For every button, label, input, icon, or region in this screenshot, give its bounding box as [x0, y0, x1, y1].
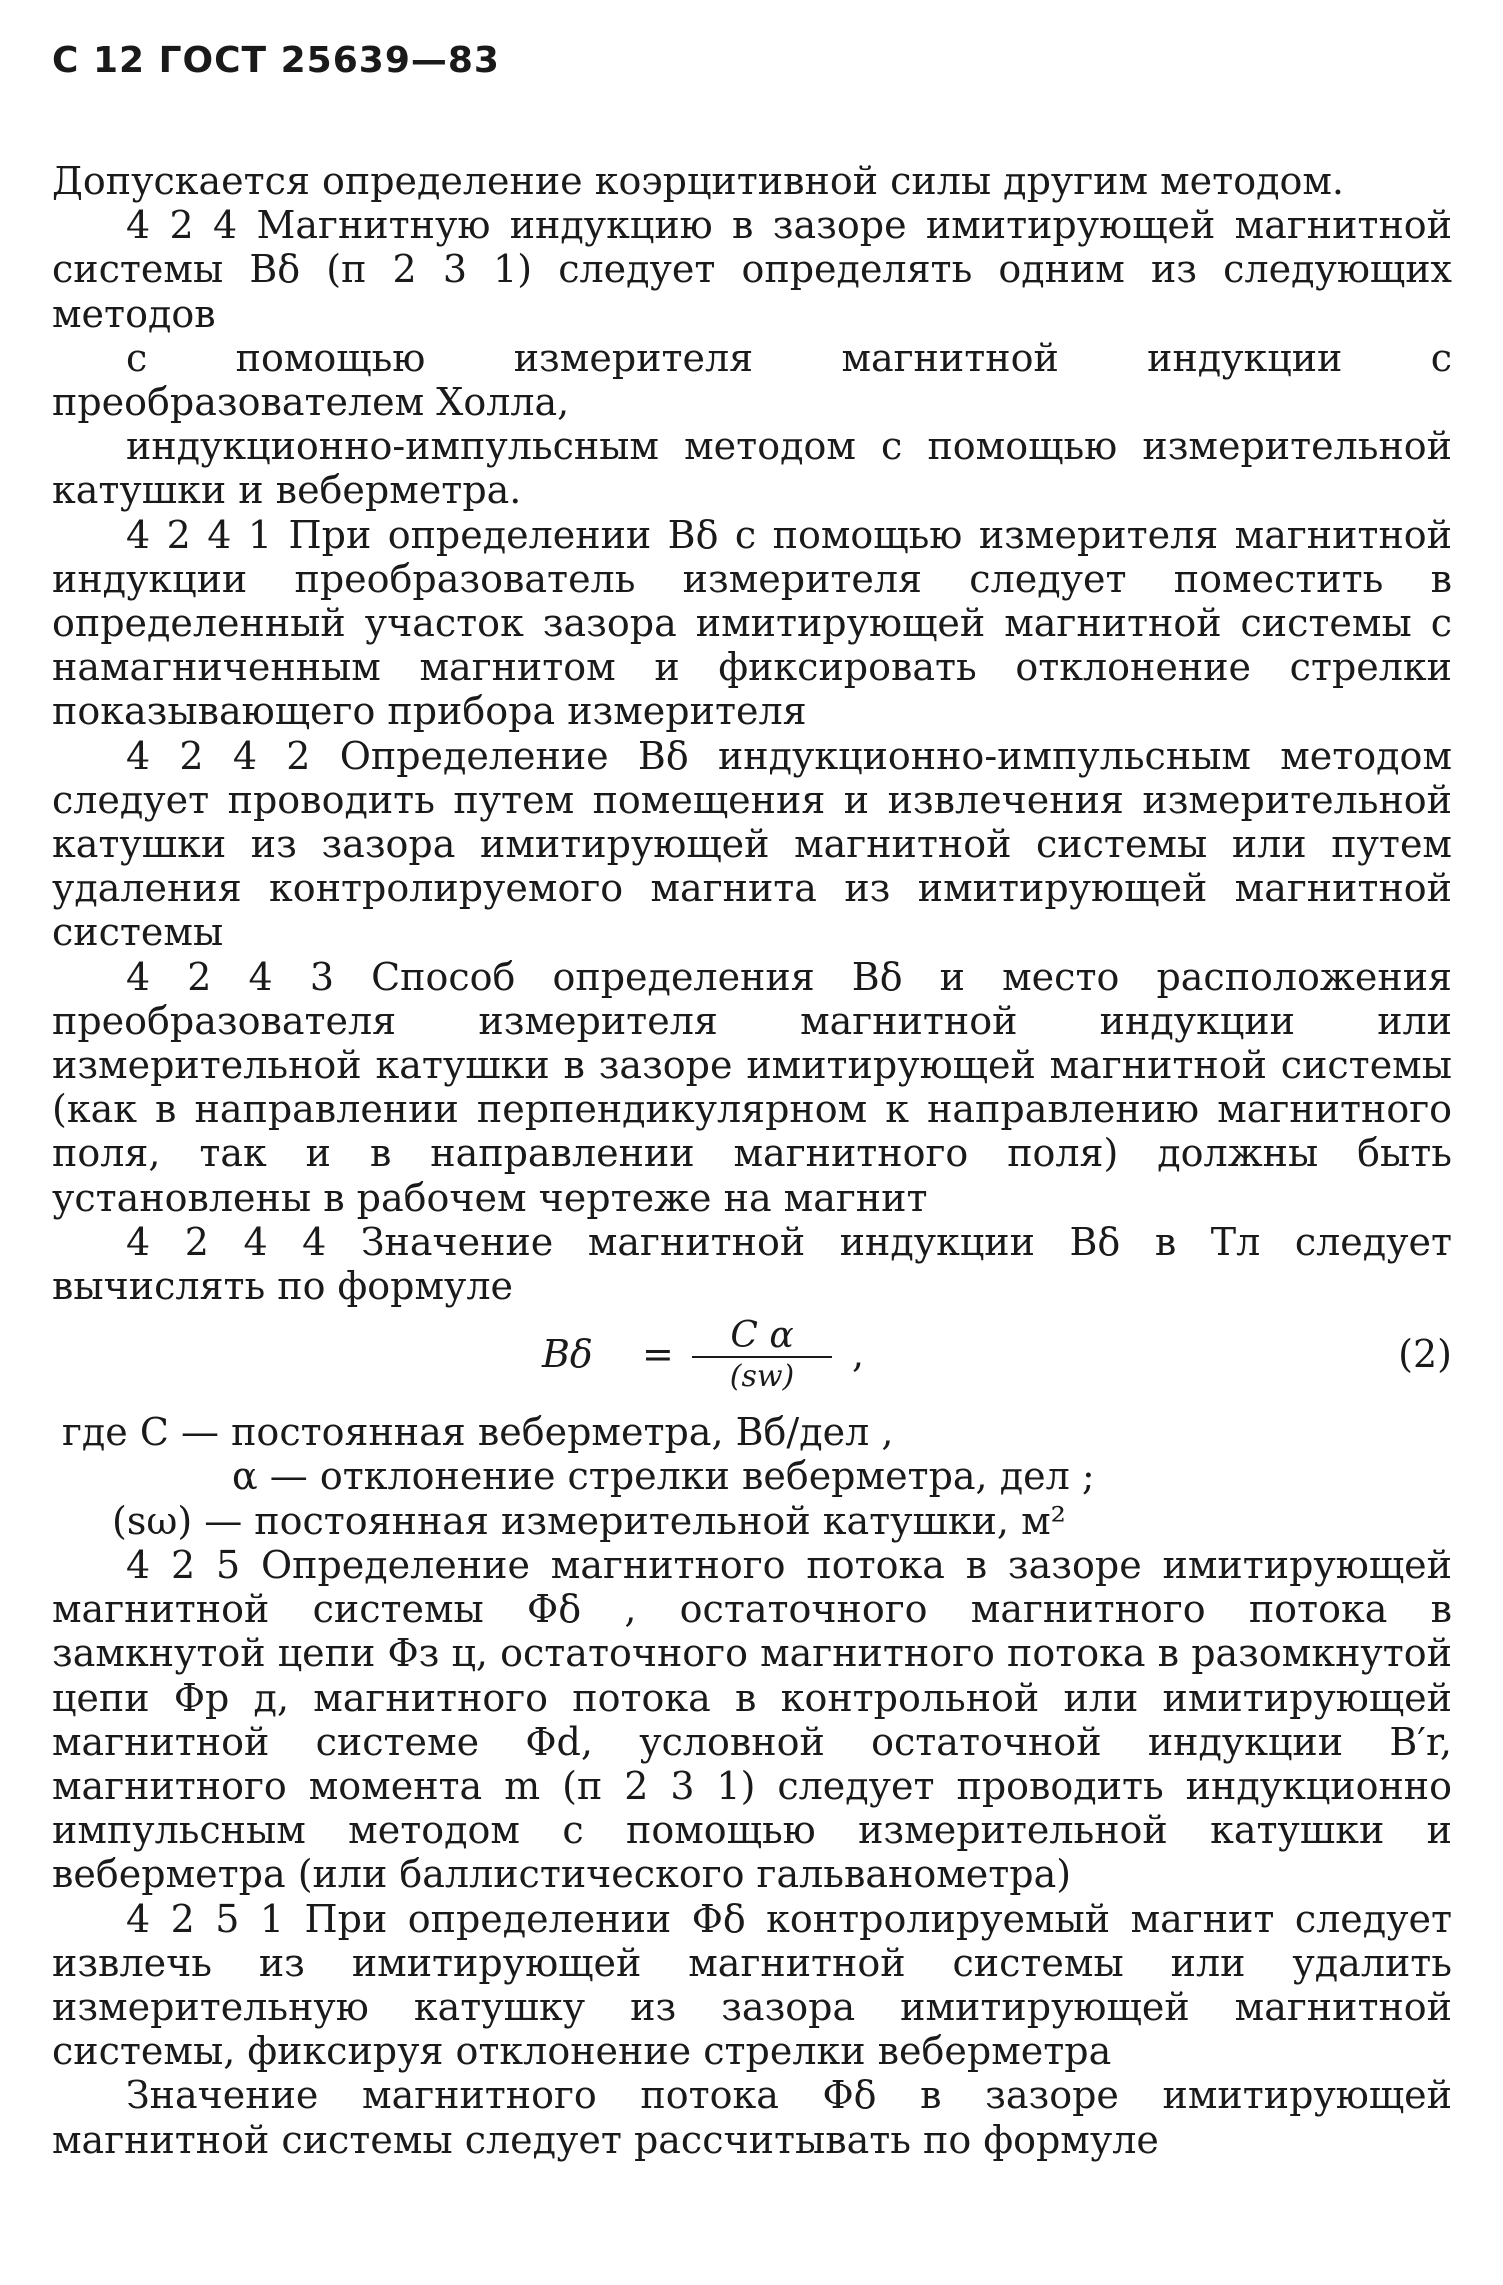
- paragraph: 4 2 5 Определение магнитного потока в зазоре имитирующей магнитной системы Φδ , остаточного магнитного потока в замкнутой цепи Φз ц, остаточного магнитного потока в разомкнутой цепи Φр д, магнитного потока в контрольной или имитирующей магнитной системе Φd, условной остаточной индукции B′r, магнитного момента m (п 2 3 1) следует проводить индукционно импульсным методом с помощью измерительной катушки и веберметра (или баллистического гальванометра): [52, 1542, 1452, 1897]
- paragraph: 4 2 4 1 При определении Bδ с помощью измерителя магнитной индукции преобразователь измерителя следует поместить в определенный участок зазора имитирующей магнитной системы с намагниченным магнитом и фиксировать отклонение стрелки показывающего прибора измерителя: [52, 512, 1452, 734]
- where-list: [62, 1410, 1452, 1543]
- formula-2: [52, 1314, 1452, 1410]
- where-item: (sω) — постоянная измерительной катушки, м²: [112, 1498, 1066, 1543]
- formula-numerator: C α: [692, 1314, 832, 1358]
- paragraph: 4 2 4 Магнитную индукцию в зазоре имитирующей магнитной системы Bδ (п 2 3 1) следует определять одним из следующих методов: [52, 203, 1452, 336]
- paragraph: 4 2 5 1 При определении Φδ контролируемый магнит следует извлечь из имитирующей магнитной системы или удалить измерительную катушку из зазора имитирующей магнитной системы, фиксируя отклонение стрелки веберметра: [52, 1896, 1452, 2074]
- document-page: [52, 40, 1452, 2162]
- formula-fraction: [692, 1314, 832, 1396]
- document-body: [52, 159, 1452, 2162]
- formula-equals: =: [642, 1332, 674, 1377]
- where-item: где C — постоянная веберметра, Вб/дел ,: [62, 1410, 894, 1455]
- formula-denominator: (sw): [729, 1359, 795, 1395]
- page-header: С 12 ГОСТ 25639—83: [52, 40, 500, 81]
- paragraph: 4 2 4 3 Способ определения Bδ и место расположения преобразователя измерителя магнитной индукции или измерительной катушки в зазоре имитирующей магнитной системы (как в направлении перпендикулярном к направлению магнитного поля, так и в направлении магнитного поля) должны быть установлены в рабочем чертеже на магнит: [52, 954, 1452, 1220]
- paragraph: индукционно-импульсным методом с помощью измерительной катушки и веберметра.: [52, 424, 1452, 513]
- paragraph: Допускается определение коэрцитивной силы другим методом.: [52, 159, 1344, 203]
- formula-number: (2): [1398, 1332, 1452, 1377]
- formula-comma: ,: [852, 1332, 865, 1377]
- formula-lhs: Bδ: [542, 1332, 593, 1377]
- paragraph: 4 2 4 2 Определение Bδ индукционно-импульсным методом следует проводить путем помещения и извлечения измерительной катушки из зазора имитирующей магнитной системы или путем удаления контролируемого магнита из имитирующей магнитной системы: [52, 733, 1452, 955]
- paragraph: Значение магнитного потока Φδ в зазоре имитирующей магнитной системы следует рассчитывать по формуле: [52, 2073, 1452, 2162]
- paragraph: 4 2 4 4 Значение магнитной индукции Bδ в Тл следует вычислять по формуле: [52, 1219, 1452, 1309]
- where-item: α — отклонение стрелки веберметра, дел ;: [232, 1454, 1095, 1499]
- paragraph: с помощью измерителя магнитной индукции с преобразователем Холла,: [52, 335, 1452, 425]
